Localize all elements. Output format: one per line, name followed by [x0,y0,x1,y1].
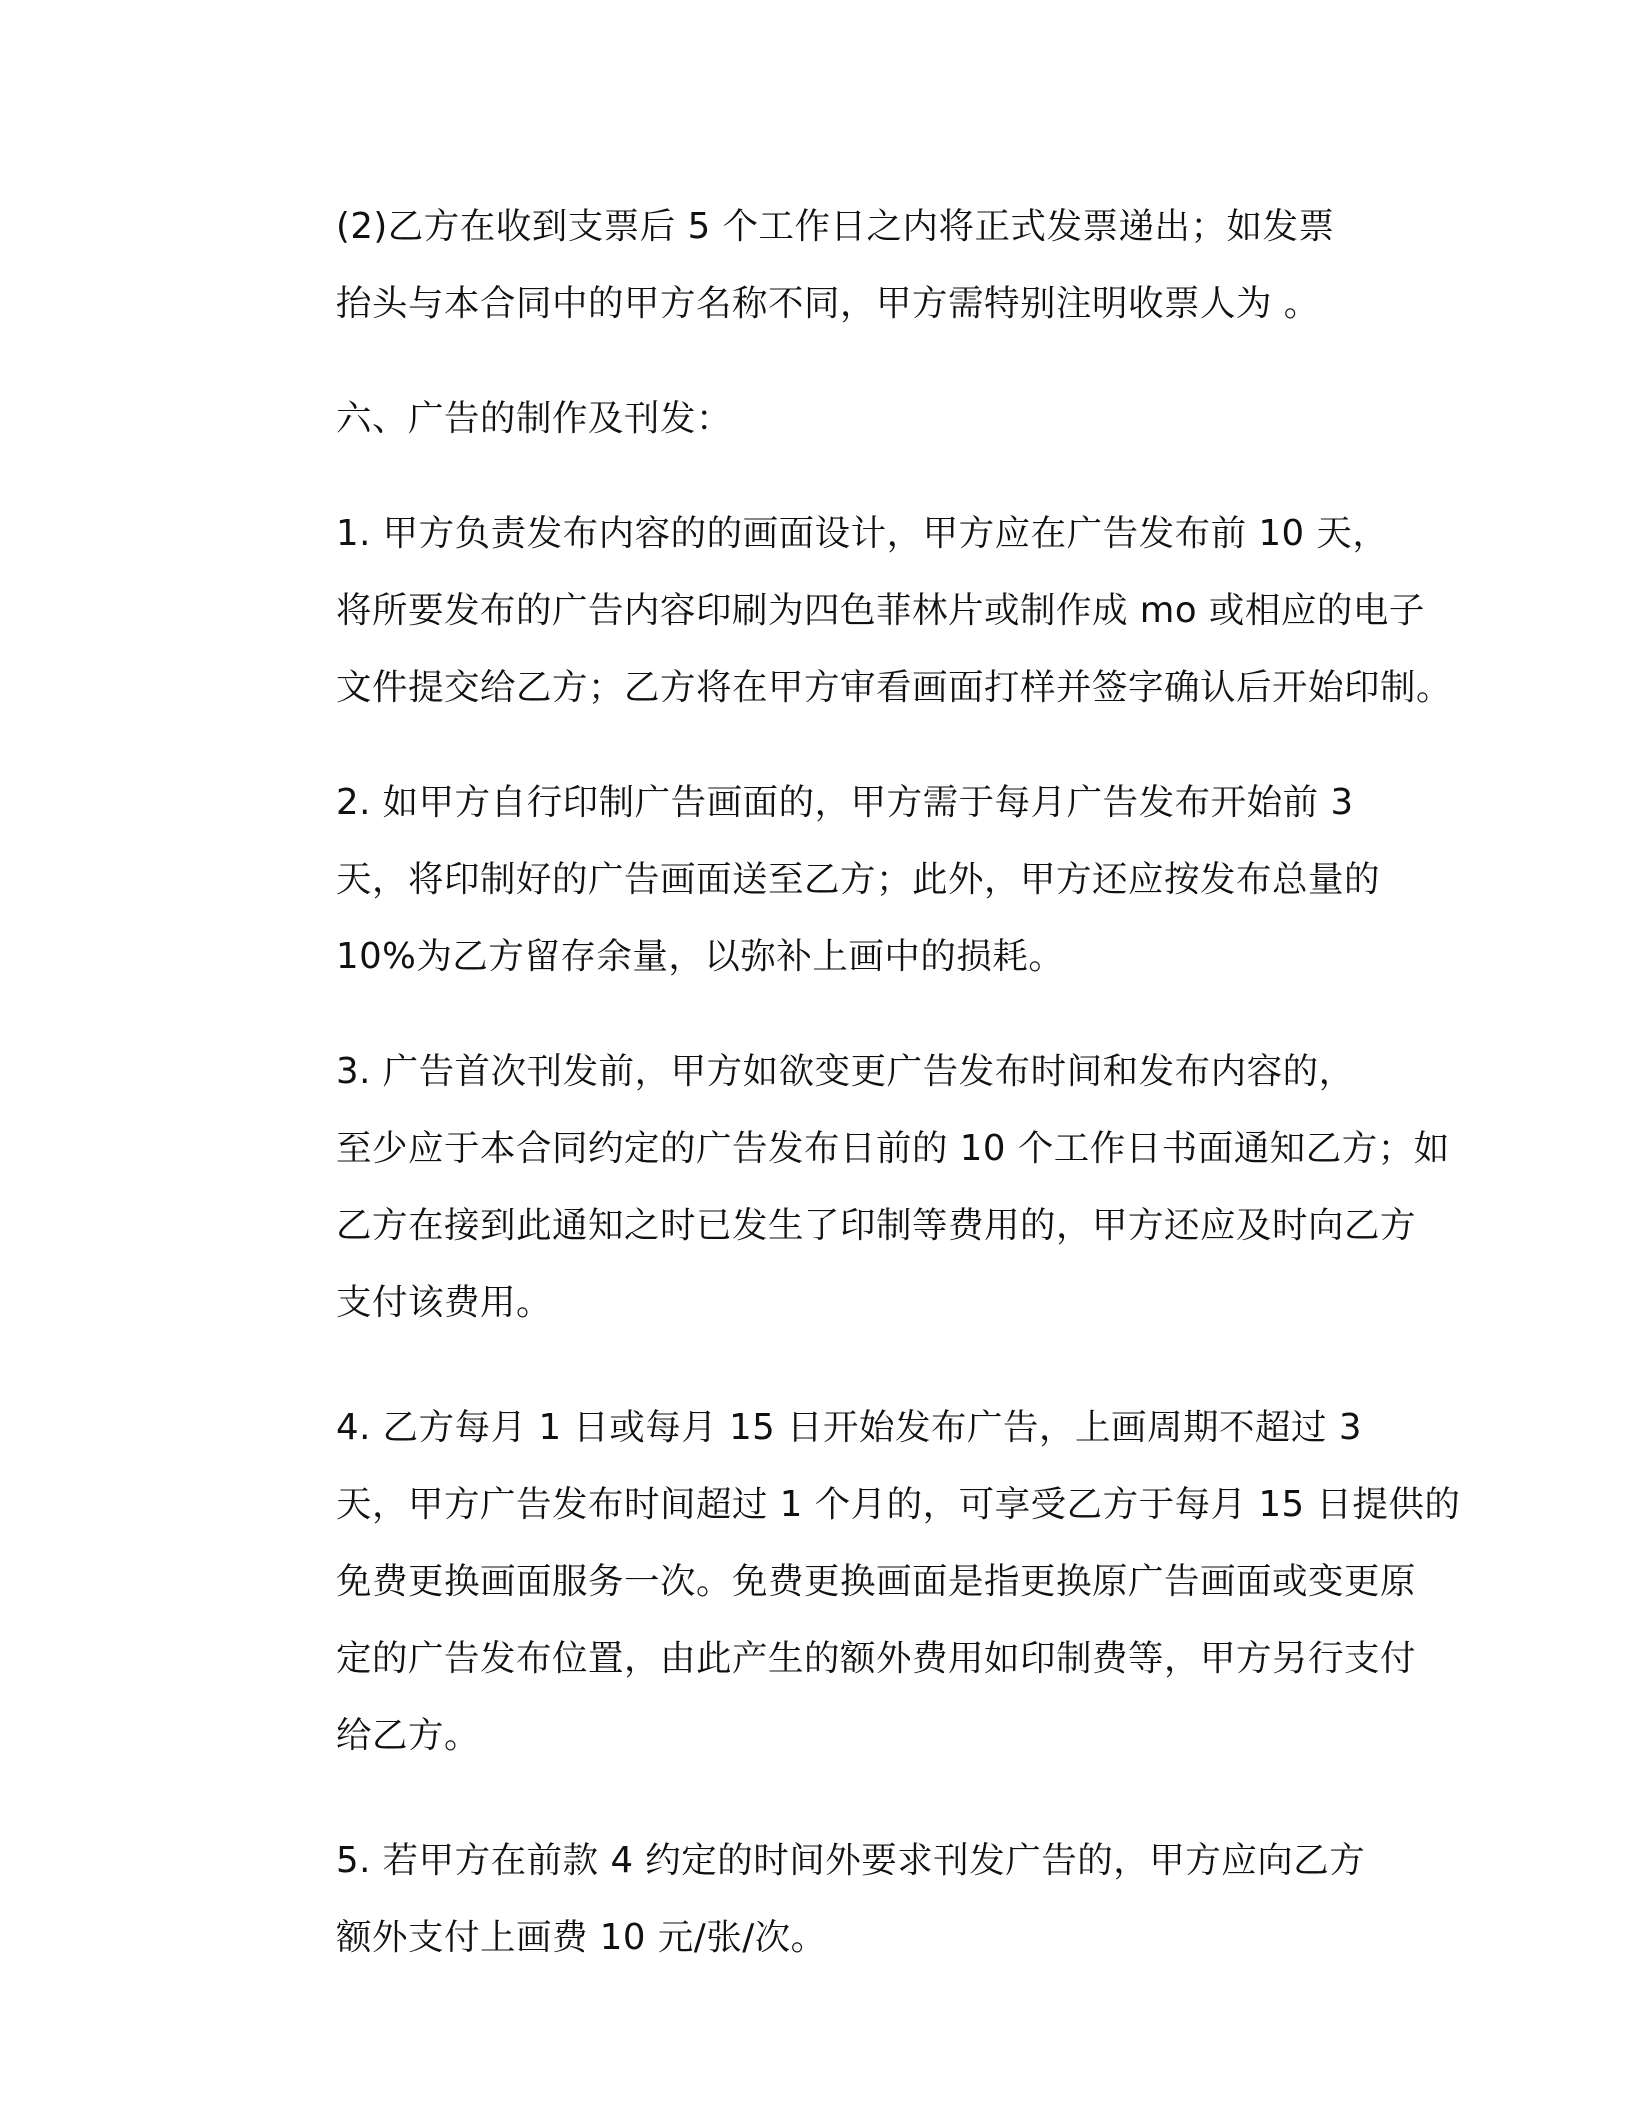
clause-3 [240,1033,1450,1341]
text-line: 4. 乙方每月 1 日或每月 15 日开始发布广告，上画周期不超过 3 [336,1407,1362,1448]
text-line: 乙方在接到此通知之时已发生了印制等费用的，甲方还应及时向乙方 [336,1205,1417,1246]
text-line: 天，将印制好的广告画面送至乙方；此外，甲方还应按发布总量的 [336,859,1381,900]
text-line: (2)乙方在收到支票后 5 个工作日之内将正式发票递出；如发票 [336,206,1335,247]
text-line: 1. 甲方负责发布内容的的画面设计，甲方应在广告发布前 10 天， [336,513,1389,554]
text-line: 2. 如甲方自行印制广告画面的，甲方需于每月广告发布开始前 3 [336,782,1354,823]
text-line: 文件提交给乙方；乙方将在甲方审看画面打样并签字确认后开始印制。 [336,667,1453,708]
text-line: 10%为乙方留存余量，以弥补上画中的损耗。 [336,936,1065,977]
clause-5 [240,1822,1400,1976]
text-line: 天，甲方广告发布时间超过 1 个月的，可享受乙方于每月 15 日提供的 [336,1484,1461,1525]
text-line: 定的广告发布位置，由此产生的额外费用如印制费等，甲方另行支付 [336,1638,1417,1679]
text-line: 额外支付上画费 10 元/张/次。 [336,1917,827,1958]
text-line: 支付该费用。 [336,1282,553,1323]
clause-2 [240,764,1400,995]
text-line: 免费更换画面服务一次。免费更换画面是指更换原广告画面或变更原 [336,1561,1417,1602]
clause-1 [240,495,1453,726]
text-line: 给乙方。 [336,1715,481,1756]
paragraph-invoice-delivery [240,188,1400,342]
clause-4 [240,1389,1461,1774]
section-heading [240,380,1400,457]
text-line: 3. 广告首次刊发前，甲方如欲变更广告发布时间和发布内容的， [336,1051,1355,1092]
text-line: 至少应于本合同约定的广告发布日前的 10 个工作日书面通知乙方；如 [336,1128,1450,1169]
text-line: 将所要发布的广告内容印刷为四色菲林片或制作成 mo 或相应的电子 [336,590,1425,631]
section-heading-text: 六、广告的制作及刊发： [336,398,733,439]
text-line: 5. 若甲方在前款 4 约定的时间外要求刊发广告的，甲方应向乙方 [336,1840,1366,1881]
document-body [240,188,1461,1976]
text-line: 抬头与本合同中的甲方名称不同，甲方需特别注明收票人为 。 [336,283,1320,324]
